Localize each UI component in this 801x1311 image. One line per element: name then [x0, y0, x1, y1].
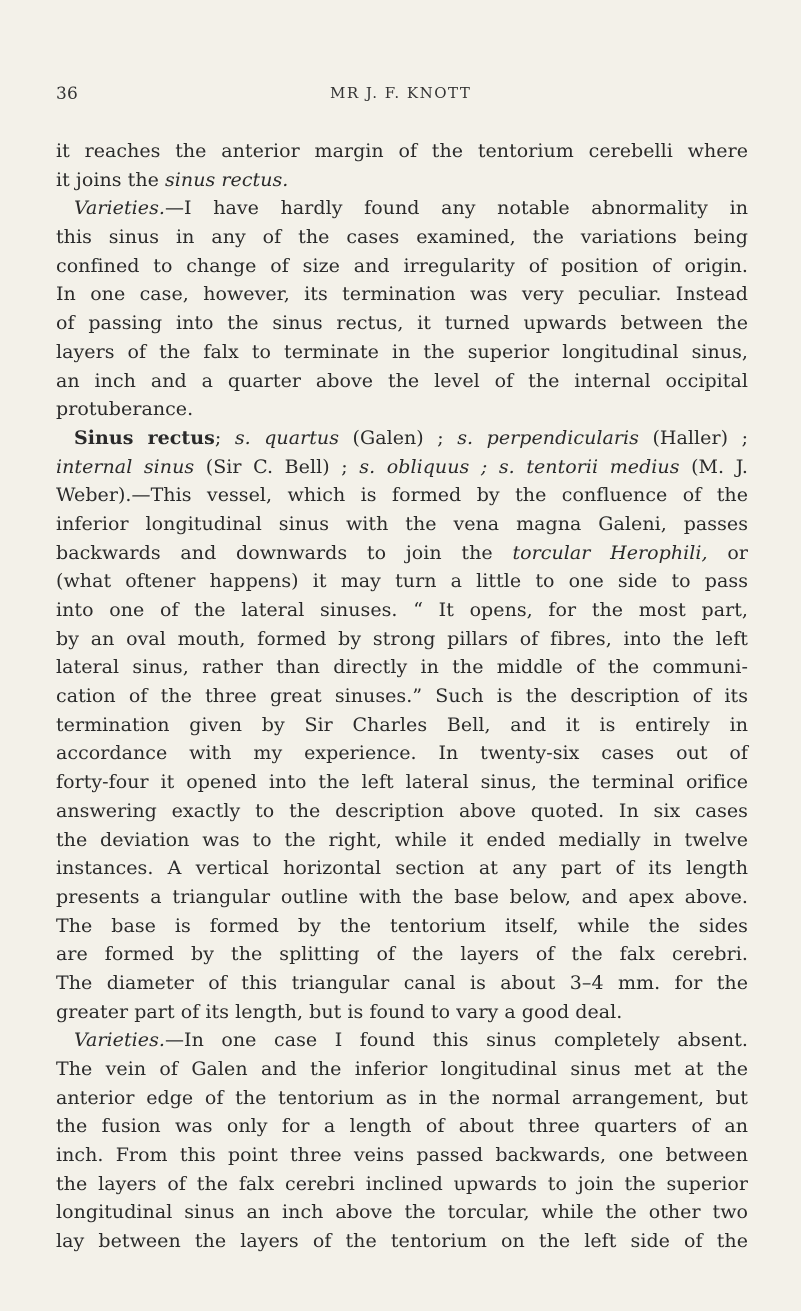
text-line: cation of the three great sinuses.” Such is the description of its [56, 685, 748, 708]
text-line: into one of the lateral sinuses. “ It opens, for the most part, [56, 599, 748, 621]
page-header [56, 84, 746, 108]
running-head: MR J. F. KNOTT [330, 84, 472, 102]
text-line: termination given by Sir Charles Bell, and it is entirely in [56, 713, 748, 736]
text-line: inch. From this point three veins passed backwards, one between [56, 1144, 748, 1167]
text-line: The diameter of this triangular canal is about 3–4 mm. for the [56, 971, 748, 994]
text-line: by an oval mouth, formed by strong pillars of fibres, into the left [56, 627, 748, 650]
text-line: forty-four it opened into the left lateral sinus, the terminal orifice [56, 771, 748, 794]
text-line: this sinus in any of the cases examined, the variations being [56, 226, 748, 249]
text-line: confined to change of size and irregularity of position of origin. [56, 254, 748, 277]
text-line: The base is formed by the tentorium itself, while the sides [56, 914, 748, 937]
text-line: Sinus rectus; s. quartus (Galen) ; s. perpendicularis (Haller) ; [74, 426, 749, 449]
text-line: Varieties.—In one case I found this sinus completely absent. [74, 1029, 748, 1052]
text-line: lateral sinus, rather than directly in the middle of the communi- [56, 656, 748, 679]
text-line: backwards and downwards to join the torcular Herophili, or [56, 541, 748, 564]
text-line: inferior longitudinal sinus with the vena magna Galeni, passes [56, 512, 748, 535]
text-line: lay between the layers of the tentorium on the left side of the [56, 1230, 748, 1253]
text-line: greater part of its length, but is found to vary a good deal. [56, 1000, 623, 1023]
text-line: an inch and a quarter above the level of the internal occipital [56, 369, 748, 392]
page-number: 36 [56, 84, 79, 104]
text-line: (what oftener happens) it may turn a little to one side to pass [56, 570, 748, 593]
text-line: it reaches the anterior margin of the tentorium cerebelli where [56, 140, 748, 162]
text-line: are formed by the splitting of the layers of the falx cerebri. [56, 943, 748, 966]
text-line: internal sinus (Sir C. Bell) ; s. obliquus ; s. tentorii medius (M. J. [56, 455, 748, 478]
text-line: anterior edge of the tentorium as in the normal arrangement, but [56, 1086, 748, 1109]
text-line: longitudinal sinus an inch above the torcular, while the other two [56, 1201, 748, 1224]
text-line: The vein of Galen and the inferior longitudinal sinus met at the [56, 1058, 748, 1080]
text-line: the deviation was to the right, while it ended medially in twelve [56, 828, 748, 851]
text-line: the fusion was only for a length of about three quarters of an [56, 1115, 748, 1138]
text-line: Weber).—This vessel, which is formed by the confluence of the [56, 484, 748, 507]
text-line: Varieties.—I have hardly found any notable abnormality in [74, 197, 748, 220]
text-line: accordance with my experience. In twenty-six cases out of [56, 742, 748, 765]
text-line: protuberance. [56, 398, 194, 421]
text-line: the layers of the falx cerebri inclined upwards to join the superior [56, 1172, 748, 1195]
text-line: presents a triangular outline with the base below, and apex above. [56, 885, 748, 908]
text-line: of passing into the sinus rectus, it turned upwards between the [56, 312, 748, 335]
body-text [56, 137, 748, 1256]
text-line: it joins the sinus rectus. [56, 168, 289, 191]
text-line: In one case, however, its termination was very peculiar. Instead [56, 283, 748, 306]
text-line: answering exactly to the description above quoted. In six cases [56, 799, 748, 822]
text-line: layers of the falx to terminate in the superior longitudinal sinus, [56, 340, 748, 363]
text-line: instances. A vertical horizontal section at any part of its length [56, 857, 748, 880]
